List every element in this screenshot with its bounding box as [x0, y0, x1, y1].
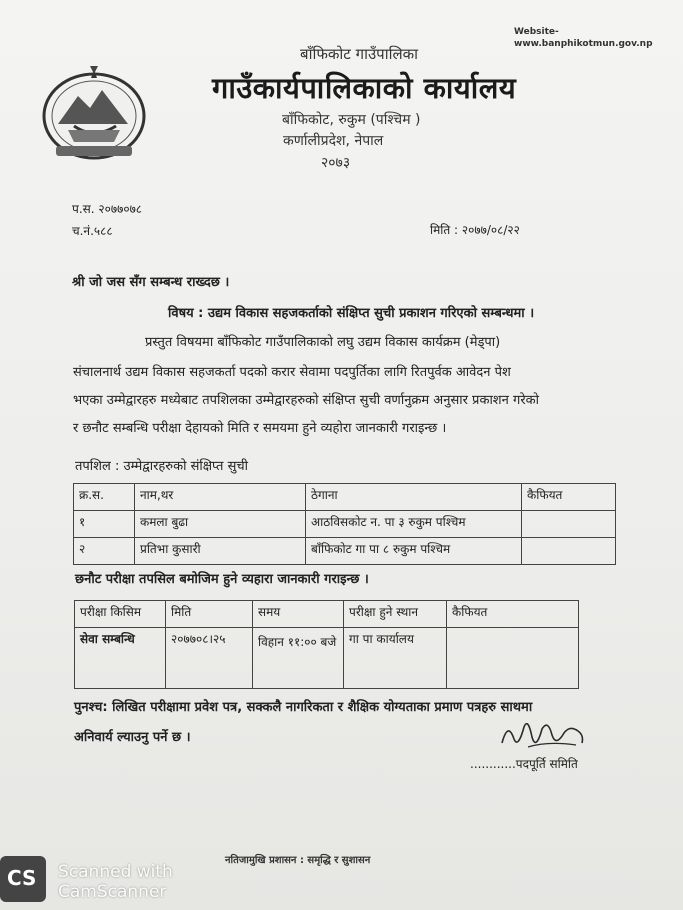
- letter-date: मिति : २०७७/०८/२२: [430, 223, 520, 237]
- table-cell: आठविसकोट न. पा ३ रुकुम पश्चिम: [306, 511, 522, 538]
- table-cell: विहान ११:०० बजे: [253, 628, 344, 689]
- office-title: गाउँकार्यपालिकाको कार्यालय: [212, 71, 517, 105]
- nepal-emblem-icon: [38, 62, 150, 164]
- website-block: [514, 26, 653, 50]
- column-header: समय: [253, 601, 344, 628]
- table-row: [74, 511, 616, 538]
- signature-icon: [498, 713, 588, 755]
- body-line-4: र छनौट सम्बन्धि परीक्षा देहायको मिति र समयमा हुने व्यहोरा जानकारी गराइन्छ ।: [73, 421, 447, 436]
- table-cell: २०७७०८।२५: [166, 628, 253, 689]
- column-header: ठेगाना: [306, 484, 522, 511]
- subject-line: विषय : उद्यम विकास सहजकर्ताको संक्षिप्त सुची प्रकाशन गरिएको सम्बन्धमा ।: [168, 306, 535, 321]
- column-header: परीक्षा किसिम: [75, 601, 166, 628]
- table-header-row: [75, 601, 579, 628]
- watermark-line-1: Scanned with: [58, 862, 173, 882]
- table-cell: कमला बुढा: [135, 511, 306, 538]
- watermark-line-2: CamScanner: [58, 882, 167, 902]
- table-cell: [522, 511, 616, 538]
- signatory-committee: ............पदपूर्ति समिति: [470, 757, 578, 771]
- column-header: क्र.स.: [74, 484, 135, 511]
- dispatch-number: च.नं.५८८: [72, 224, 113, 238]
- body-line-3: भएका उम्मेद्वारहरु मध्येबाट तपशिलका उम्मेद्वारहरुको संक्षिप्त सुची वर्णानुक्रम अनुसार प्रकाशन गरेको: [73, 393, 539, 408]
- address-line-2: कर्णालीप्रदेश, नेपाल: [283, 133, 384, 149]
- camscanner-logo-icon: [0, 856, 46, 902]
- shortlist-title: तपशिल : उम्मेद्वारहरुको संक्षिप्त सुची: [75, 459, 248, 474]
- address-line-1: बाँफिकोट, रुकुम (पश्चिम ): [282, 112, 421, 128]
- exam-schedule-title: छनौट परीक्षा तपसिल बमोजिम हुने व्यहारा जानकारी गराइन्छ ।: [75, 572, 369, 587]
- camscanner-watermark: [58, 862, 173, 902]
- table-cell: प्रतिभा कुसारी: [135, 538, 306, 565]
- table-cell: १: [74, 511, 135, 538]
- established-year: २०७३: [321, 155, 351, 171]
- letter-reference-number: प.स. २०७७०७८: [72, 202, 143, 216]
- website-label: Website-: [514, 27, 559, 37]
- column-header: मिति: [166, 601, 253, 628]
- postscript-line-2: अनिवार्य ल्याउनु पर्ने छ ।: [74, 730, 191, 745]
- column-header: नाम,थर: [135, 484, 306, 511]
- website-url[interactable]: www.banphikotmun.gov.np: [514, 39, 653, 49]
- exam-table: [74, 600, 579, 689]
- salutation: श्री जो जस सँग सम्बन्ध राख्दछ ।: [72, 275, 230, 290]
- candidates-table: [73, 483, 616, 565]
- table-cell: बाँफिकोट गा पा ८ रुकुम पश्चिम: [306, 538, 522, 565]
- camscanner-badge-text: CS: [7, 866, 37, 890]
- table-header-row: [74, 484, 616, 511]
- table-cell: २: [74, 538, 135, 565]
- body-line-1: प्रस्तुत विषयमा बाँफिकोट गाउँपालिकाको लघु उद्यम विकास कार्यक्रम (मेड्पा): [145, 335, 501, 350]
- table-cell: सेवा सम्बन्धि: [75, 628, 166, 689]
- table-row: [75, 628, 579, 689]
- table-row: [74, 538, 616, 565]
- body-line-2: संचालनार्थ उद्यम विकास सहजकर्ता पदको करार सेवामा पदपुर्तिका लागि रितपुर्वक आवेदन पेश: [73, 365, 511, 380]
- column-header: परीक्षा हुने स्थान: [344, 601, 447, 628]
- column-header: कैफियत: [447, 601, 579, 628]
- municipality-name: बाँफिकोट गाउँपालिका: [300, 45, 419, 63]
- postscript-line-1: पुनश्च: लिखित परीक्षामा प्रवेश पत्र, सक्कलै नागरिकता र शैक्षिक योग्यताका प्रमाण पत्रहरु साथमा: [74, 700, 533, 715]
- table-cell: गा पा कार्यालय: [344, 628, 447, 689]
- table-cell: [447, 628, 579, 689]
- table-cell: [522, 538, 616, 565]
- footer-motto: नतिजामुखि प्रशासन : समृद्धि र सुशासन: [225, 855, 371, 866]
- column-header: कैफियत: [522, 484, 616, 511]
